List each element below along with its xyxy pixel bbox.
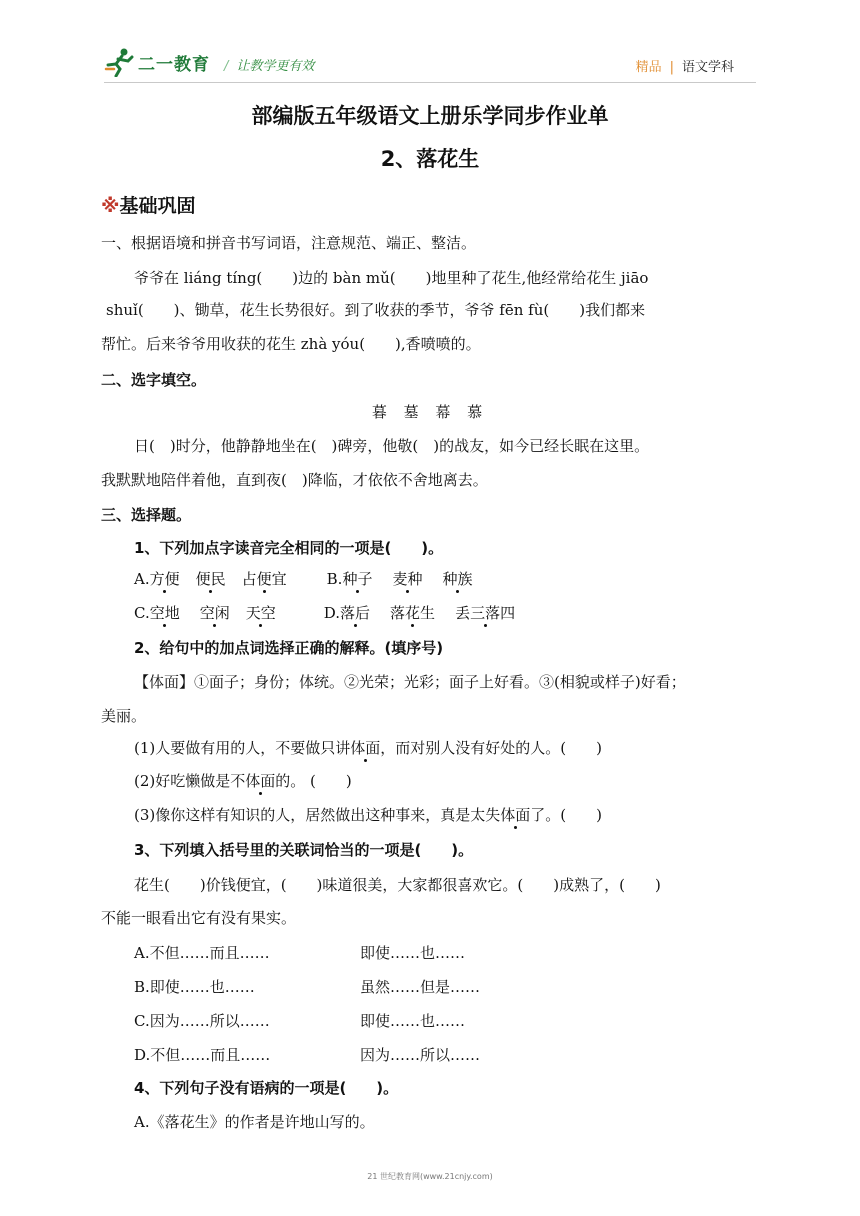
q1-line: 爷爷在 liáng tíng( )边的 bàn mǔ( )地里种了花生,他经常给花生 jiāo: [134, 269, 649, 287]
q3-sub2-question: 2、给句中的加点词选择正确的解释。(填序号): [134, 639, 444, 657]
q1-line: shuǐ( )、锄草，花生长势很好。到了收获的季节，爷爷 fēn fù( )我们都来: [106, 301, 646, 319]
q3-sub3-line: 花生( )价钱便宜，( )味道很美，大家都很喜欢它。( )成熟了，( ): [134, 876, 661, 894]
logo: [104, 47, 210, 77]
logo-text: 二一教育: [138, 54, 210, 75]
page-header: [0, 0, 860, 90]
q3-sub3-question: 3、下列填入括号里的关联词恰当的一项是( )。: [134, 841, 474, 859]
subject-label: 语文学科: [681, 60, 734, 75]
option-right: 即使……也……: [360, 1012, 466, 1030]
q3-sub3-line: 不能一眼看出它有没有果实。: [101, 909, 297, 927]
q1-line: 帮忙。后来爷爷用收获的花生 zhà yóu( ),香喷喷的。: [101, 335, 481, 353]
q3-sub4-question: 4、下列句子没有语病的一项是( )。: [134, 1079, 399, 1097]
slogan: / 让教学更有效: [224, 59, 315, 74]
option-left: C.因为……所以……: [134, 1012, 270, 1030]
q2-heading: 二、选字填空。: [101, 371, 207, 389]
option-right: 虽然……但是……: [360, 978, 481, 996]
q3-sub1-row2: C.空地 空闲 天空 D.落后 落花生 丢三落四: [134, 604, 516, 622]
q2-line: 我默默地陪伴着他，直到夜( )降临，才依依不舍地离去。: [101, 471, 488, 489]
q2-options: 暮 墓 幕 慕: [371, 403, 489, 421]
quality-label: 精品: [635, 60, 662, 75]
q1-heading: 一、根据语境和拼音书写词语，注意规范、端正、整洁。: [101, 234, 477, 252]
option-right: 因为……所以……: [360, 1046, 481, 1064]
option-left: A.不但……而且……: [134, 944, 270, 962]
definition-line: 美丽。: [101, 707, 147, 725]
option-left: D.不但……而且……: [134, 1046, 271, 1064]
q3-sub2-sentence: (3)像你这样有知识的人，居然做出这种事来，真是太失体面了。( ): [134, 806, 602, 824]
page-footer: 21 世纪教育网(www.21cnjy.com): [367, 1172, 493, 1181]
definition-line: 【体面】①面子；身份；体统。②光荣；光彩；面子上好看。③(相貌或样子)好看；: [134, 673, 686, 691]
section-heading: ※基础巩固: [101, 195, 196, 217]
q3-sub1-row1: A.方便 便民 占便宜 B.种子 麦种 种族: [134, 570, 473, 588]
q3-sub2-sentence: (1)人要做有用的人，不要做只讲体面，而对别人没有好处的人。( ): [134, 739, 602, 757]
option-left: B.即使……也……: [134, 978, 255, 996]
q3-sub2-sentence: (2)好吃懒做是不体面的。 ( ): [134, 772, 352, 790]
page-title: 部编版五年级语文上册乐学同步作业单: [251, 104, 609, 128]
q3-heading: 三、选择题。: [101, 506, 192, 524]
runner-logo-icon: [104, 47, 136, 77]
option-right: 即使……也……: [360, 944, 466, 962]
header-tags: 精品 | 语文学科: [635, 60, 734, 75]
q3-sub1-question: 1、下列加点字读音完全相同的一项是( )。: [134, 539, 444, 557]
q2-line: 日( )时分，他静静地坐在( )碑旁，他敬( )的战友，如今已经长眠在这里。: [134, 437, 650, 455]
page-subtitle: 2、落花生: [380, 147, 480, 171]
header-divider: [104, 82, 756, 83]
q3-sub4-option-a: A.《落花生》的作者是许地山写的。: [134, 1113, 375, 1131]
